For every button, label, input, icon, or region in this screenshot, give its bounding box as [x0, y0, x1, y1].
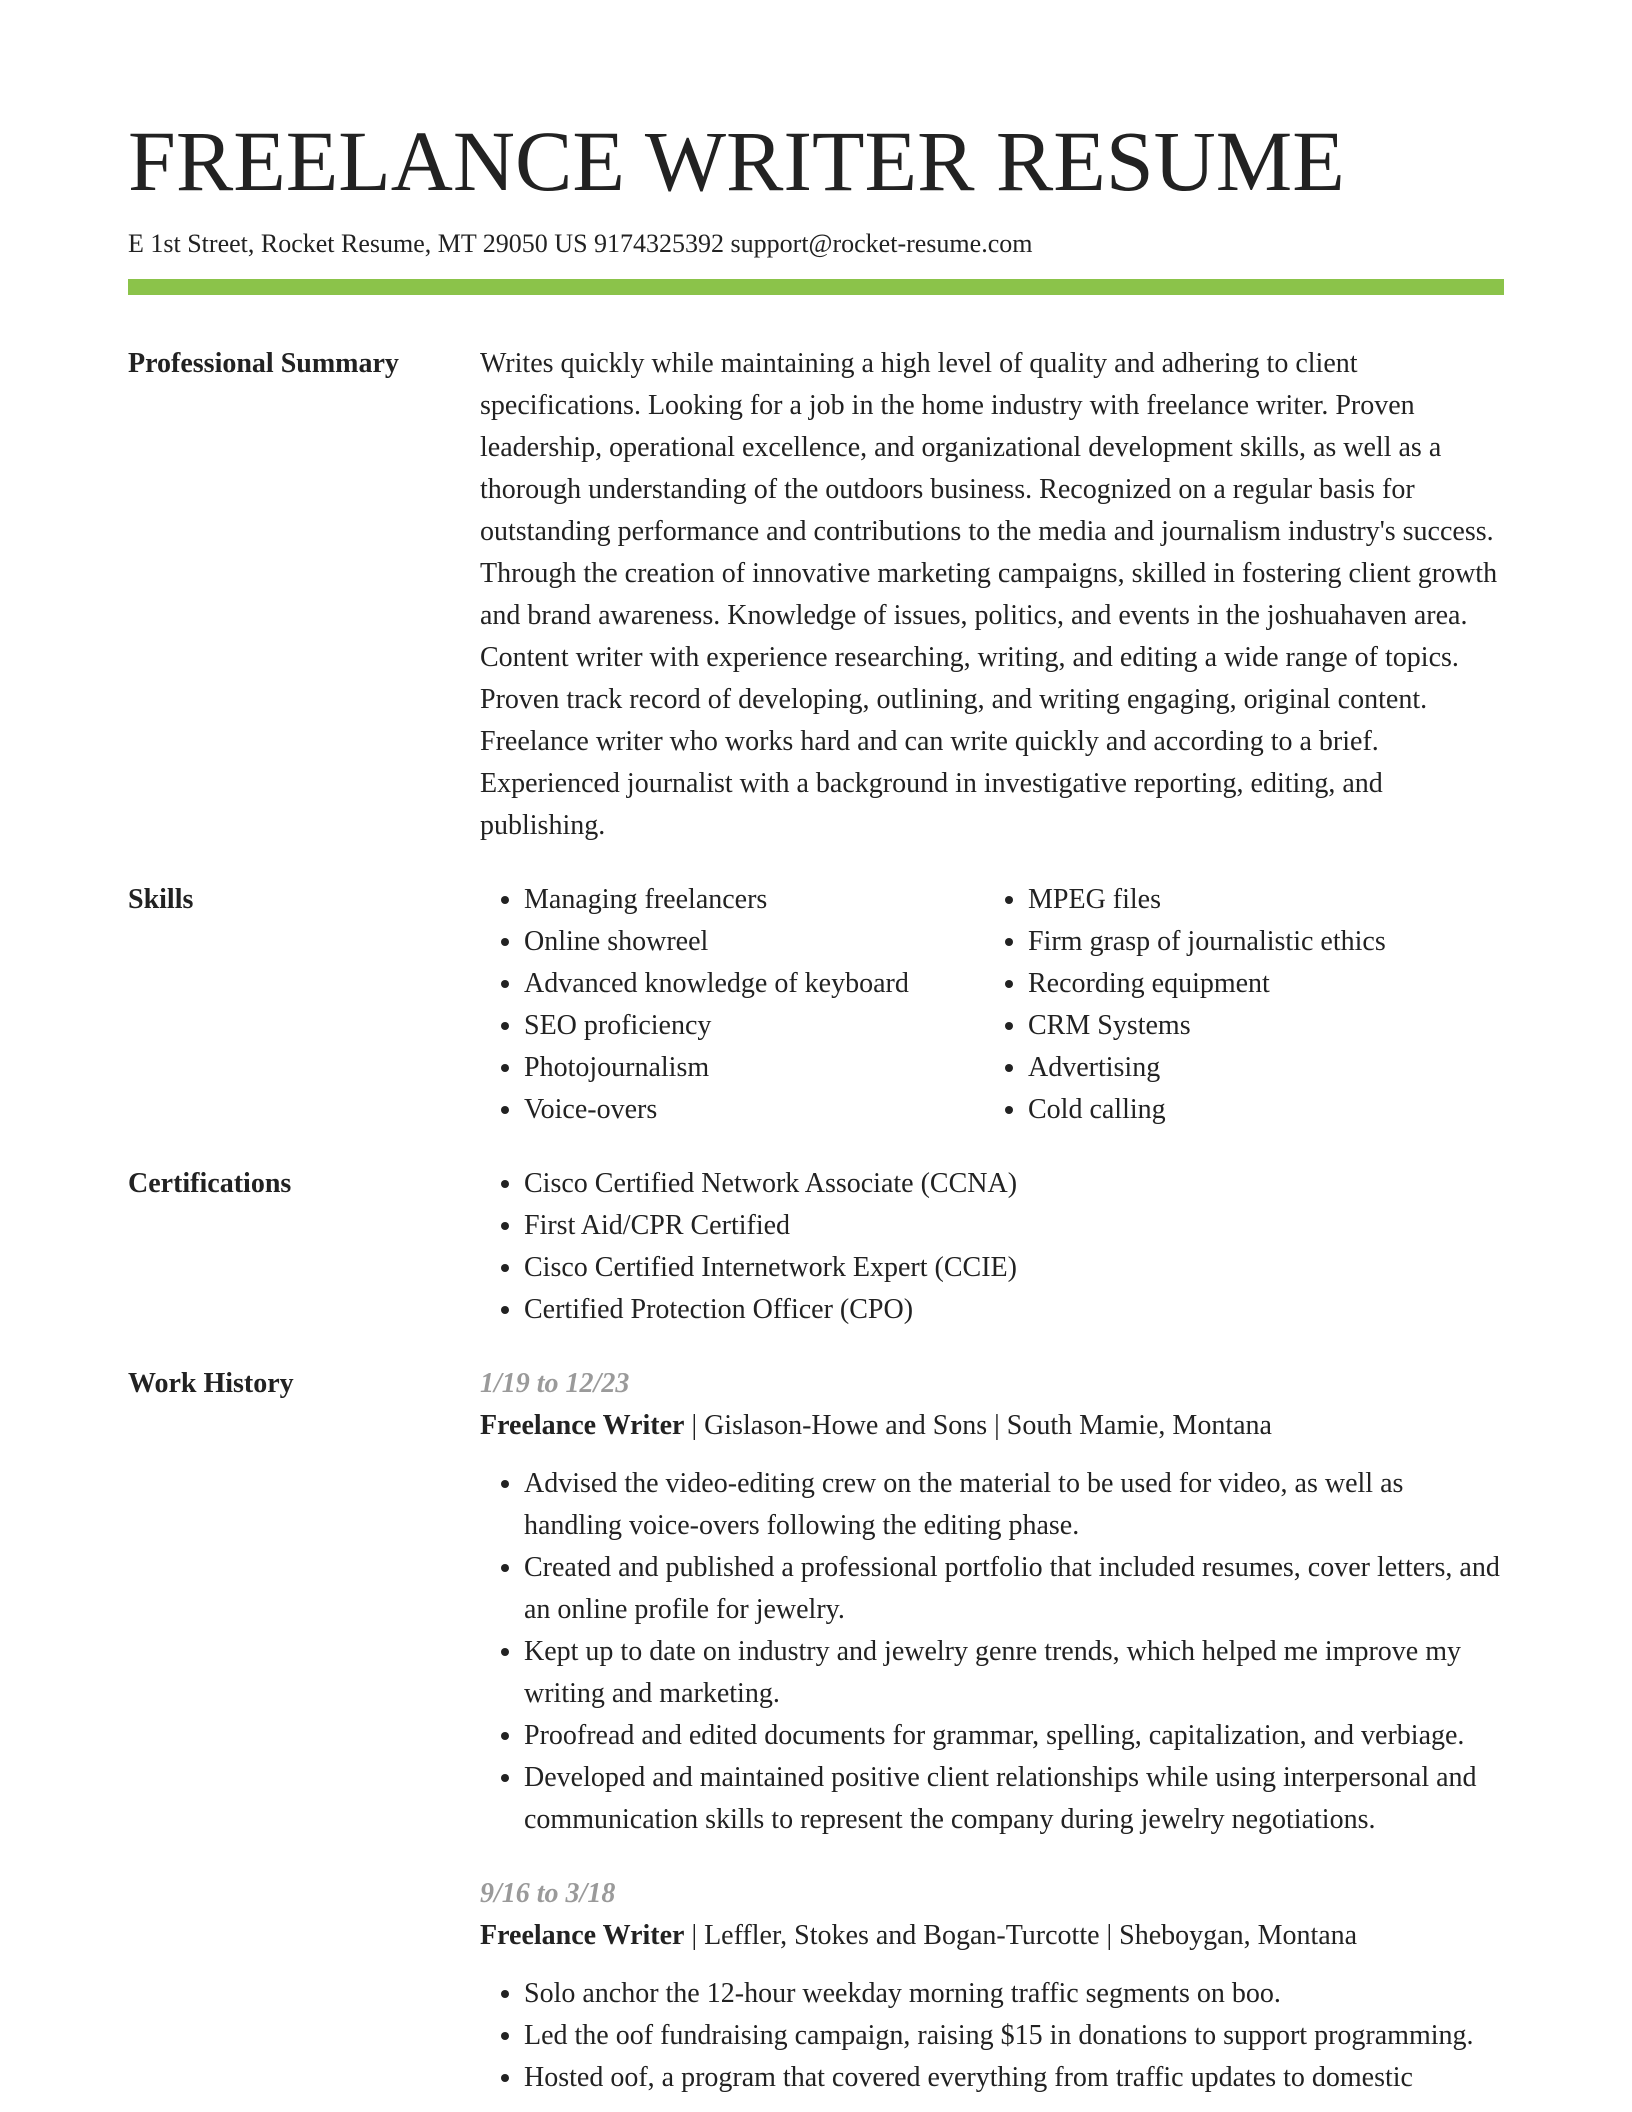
- job-dates: 9/16 to 3/18: [480, 1878, 616, 1910]
- job-bullets: [480, 1463, 1504, 1841]
- skill-item: • Firm grasp of journalistic ethics: [1028, 921, 1488, 963]
- skills-list-right: [984, 879, 1488, 1131]
- summary-section: [128, 343, 1504, 847]
- certification-item: • Certified Protection Officer (CPO): [524, 1289, 1504, 1331]
- work-history-section: [128, 1363, 1504, 2099]
- job-details: | Leffler, Stokes and Bogan-Turcotte | Sheboygan, Montana: [684, 1920, 1358, 1952]
- job-bullet: • Advised the video-editing crew on the material to be used for video, as well as handling voice-overs following the editing phase.: [524, 1463, 1504, 1547]
- job-bullet: • Kept up to date on industry and jewelry genre trends, which helped me improve my writing and marketing.: [524, 1631, 1504, 1715]
- certifications-section: [128, 1163, 1504, 1331]
- summary-heading: Professional Summary: [128, 348, 399, 380]
- job-bullets: [480, 1973, 1504, 2099]
- skills-heading: Skills: [128, 884, 194, 916]
- job-details: | Gislason-Howe and Sons | South Mamie, Montana: [684, 1410, 1272, 1442]
- skills-section: [128, 879, 1504, 1131]
- accent-divider: [128, 279, 1504, 295]
- summary-body: [480, 343, 1504, 847]
- skills-grid: [480, 879, 1504, 1131]
- skill-item: • Voice-overs: [524, 1089, 984, 1131]
- skill-item: • Cold calling: [1028, 1089, 1488, 1131]
- job-bullet: • Developed and maintained positive client relationships while using interpersonal and communication skills to represent the company during jewelry negotiations.: [524, 1757, 1504, 1841]
- job-bullet: • Solo anchor the 12-hour weekday morning traffic segments on boo.: [524, 1973, 1504, 2015]
- skills-list-left: [480, 879, 984, 1131]
- skills-body: [480, 879, 1504, 1131]
- job-bullet: • Proofread and edited documents for grammar, spelling, capitalization, and verbiage.: [524, 1715, 1504, 1757]
- skills-column-left: [480, 879, 984, 1131]
- skill-item: • Recording equipment: [1028, 963, 1488, 1005]
- job-bullet: • Hosted oof, a program that covered everything from traffic updates to domestic: [524, 2057, 1504, 2099]
- job-heading: [480, 1405, 1504, 1447]
- job-entry: [480, 1873, 1504, 2099]
- skill-item: • Managing freelancers: [524, 879, 984, 921]
- resume-title: FREELANCE WRITER RESUME: [128, 113, 1345, 209]
- resume-page: [128, 113, 1504, 2099]
- certification-item: • Cisco Certified Network Associate (CCNA): [524, 1163, 1504, 1205]
- certifications-body: [480, 1163, 1504, 1331]
- skill-item: • Advertising: [1028, 1047, 1488, 1089]
- summary-text: Writes quickly while maintaining a high level of quality and adhering to client specifications. Looking for a job in the home industry with freelance writer. Proven leadership, operational excellence, and organizational development skills, as well as a thorough understanding of the outdoors business. Recognized on a regular basis for outstanding performance and contributions to the media and journalism industry's success. Through the creation of innovative marketing campaigns, skilled in fostering client growth and brand awareness. Knowledge of issues, politics, and events in the joshuahaven area. Content writer with experience researching, writing, and editing a wide range of topics. Proven track record of developing, outlining, and writing engaging, original content. Freelance writer who works hard and can write quickly and according to a brief. Experienced journalist with a background in investigative reporting, editing, and publishing.: [480, 348, 1498, 842]
- certifications-list: [480, 1163, 1504, 1331]
- certifications-heading: Certifications: [128, 1168, 292, 1200]
- job-dates: 1/19 to 12/23: [480, 1368, 630, 1400]
- certification-item: • First Aid/CPR Certified: [524, 1205, 1504, 1247]
- skill-item: • SEO proficiency: [524, 1005, 984, 1047]
- job-bullet: • Created and published a professional portfolio that included resumes, cover letters, and an online profile for jewelry.: [524, 1547, 1504, 1631]
- skill-item: • Online showreel: [524, 921, 984, 963]
- skill-item: • Advanced knowledge of keyboard: [524, 963, 984, 1005]
- work-history-body: [480, 1363, 1504, 2099]
- job-title: Freelance Writer: [480, 1920, 685, 1952]
- certification-item: • Cisco Certified Internetwork Expert (CCIE): [524, 1247, 1504, 1289]
- job-bullet: • Led the oof fundraising campaign, raising $15 in donations to support programming.: [524, 2015, 1504, 2057]
- job-entry: [480, 1363, 1504, 1841]
- job-heading: [480, 1915, 1504, 1957]
- skill-item: • Photojournalism: [524, 1047, 984, 1089]
- contact-info: E 1st Street, Rocket Resume, MT 29050 US 9174325392 support@rocket-resume.com: [128, 229, 1033, 258]
- skill-item: • CRM Systems: [1028, 1005, 1488, 1047]
- skills-column-right: [984, 879, 1488, 1131]
- skill-item: • MPEG files: [1028, 879, 1488, 921]
- job-title: Freelance Writer: [480, 1410, 685, 1442]
- work-history-heading: Work History: [128, 1368, 294, 1400]
